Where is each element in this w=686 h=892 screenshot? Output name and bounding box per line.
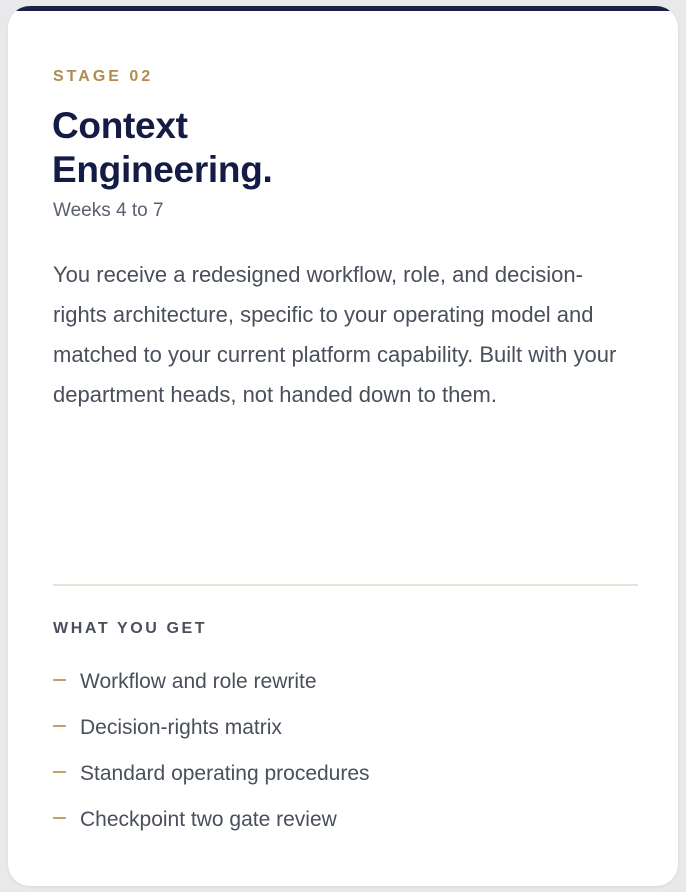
deliverable-item [53,705,370,751]
deliverables-list [53,659,370,843]
stage-title [52,104,612,192]
deliverable-item [53,751,370,797]
dash-bullet-icon [53,679,66,681]
card-top-accent-bar [8,6,678,11]
stage-description: You receive a redesigned workflow, role, and decision-rights architecture, specific to your operating model and matched to your current platform capability. Built with your department heads, not handed down to them. [53,262,617,407]
deliverable-text: Decision-rights matrix [80,716,282,739]
deliverables-heading: WHAT YOU GET [53,620,208,637]
stage-title-line-1: Context [52,105,188,146]
stage-title-line-2: Engineering. [52,149,273,190]
deliverable-text: Checkpoint two gate review [80,808,337,831]
section-divider [53,584,638,586]
stage-eyebrow: STAGE 02 [53,68,154,85]
deliverable-item [53,797,370,843]
deliverable-text: Workflow and role rewrite [80,670,317,693]
deliverable-item [53,659,370,705]
dash-bullet-icon [53,725,66,727]
dash-bullet-icon [53,771,66,773]
stage-card [8,6,678,886]
stage-duration: Weeks 4 to 7 [53,200,164,221]
dash-bullet-icon [53,817,66,819]
deliverable-text: Standard operating procedures [80,762,370,785]
